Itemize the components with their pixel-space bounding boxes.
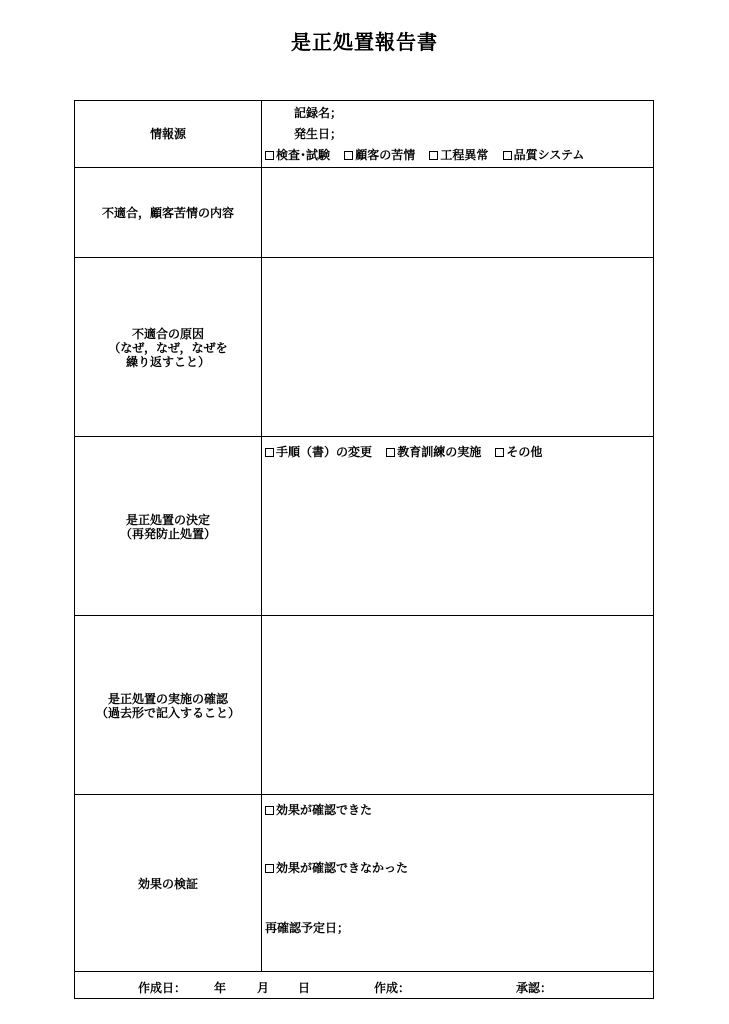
effect-verification-label-text: 効果の検証 [137, 876, 198, 891]
year-label[interactable]: 年 [214, 981, 227, 995]
cause-label-line-1: 不適合の原因 [131, 326, 204, 341]
checkbox-icon[interactable] [503, 151, 512, 160]
nonconformity-label [75, 168, 262, 258]
row-effect-verification [75, 794, 653, 972]
cause-content[interactable] [263, 258, 653, 437]
effect-verification-label [75, 795, 262, 972]
row-cause [75, 257, 653, 437]
info-source-content [263, 101, 653, 167]
implementation-label-line-1: 是正処置の実施の確認 [107, 691, 228, 706]
corrective-action-label-line-1: 是正処置の決定 [125, 512, 210, 527]
checkbox-other[interactable] [495, 445, 542, 459]
checkbox-effect-confirmed[interactable] [265, 803, 372, 817]
checkbox-inspection-test[interactable] [265, 148, 330, 162]
checkbox-customer-complaint[interactable] [344, 148, 415, 162]
checkbox-label: 顧客の苦情 [355, 148, 416, 162]
checkbox-label: 効果が確認できなかった [276, 861, 409, 875]
action-checkboxes [265, 445, 552, 459]
checkbox-quality-system[interactable] [503, 148, 585, 162]
checkbox-label: 手順（書）の変更 [276, 445, 373, 459]
row-nonconformity [75, 167, 653, 258]
info-source-label [75, 101, 262, 167]
checkbox-icon[interactable] [265, 448, 274, 457]
author-label[interactable]: 作成： [374, 981, 411, 995]
checkbox-icon[interactable] [265, 151, 274, 160]
checkbox-icon[interactable] [344, 151, 353, 160]
checkbox-label: 品質システム [513, 148, 585, 162]
implementation-confirmation-label [75, 616, 262, 795]
checkbox-label: 検査･試験 [276, 148, 331, 162]
checkbox-effect-not-confirmed[interactable] [265, 861, 408, 875]
checkbox-training[interactable] [386, 445, 481, 459]
occurrence-date-field[interactable]: 発生日； [294, 127, 343, 141]
checkbox-label: 効果が確認できた [276, 803, 373, 817]
checkbox-icon[interactable] [265, 806, 274, 815]
corrective-action-label [75, 437, 262, 616]
cause-label-line-3: 繰り返すこと） [125, 354, 210, 369]
checkbox-procedure-change[interactable] [265, 445, 372, 459]
corrective-action-content[interactable] [263, 437, 653, 616]
row-implementation-confirmation [75, 615, 653, 795]
month-label[interactable]: 月 [257, 981, 270, 995]
cause-label-line-2: （なぜ，なぜ，なぜを [108, 340, 228, 355]
checkbox-label: 工程異常 [440, 148, 489, 162]
recheck-date-field[interactable]: 再確認予定日； [265, 921, 350, 935]
row-info-source [75, 101, 653, 167]
checkbox-label: 教育訓練の実施 [397, 445, 482, 459]
report-form [74, 100, 654, 999]
day-label[interactable]: 日 [298, 981, 311, 995]
checkbox-icon[interactable] [495, 448, 504, 457]
info-source-checkboxes [265, 148, 594, 162]
form-footer [75, 971, 653, 999]
checkbox-label: その他 [506, 445, 543, 459]
row-corrective-action [75, 436, 653, 616]
corrective-action-label-line-2: （再発防止処置） [119, 526, 216, 541]
checkbox-process-abnormality[interactable] [429, 148, 488, 162]
effect-verification-content [263, 795, 653, 972]
cause-label [75, 258, 262, 437]
nonconformity-content[interactable] [263, 168, 653, 258]
approval-label[interactable]: 承認： [516, 981, 553, 995]
created-date-label: 作成日： [138, 981, 187, 995]
page-title: 是正処置報告書 [291, 30, 438, 54]
record-name-field[interactable]: 記録名； [294, 106, 343, 120]
checkbox-icon[interactable] [429, 151, 438, 160]
implementation-label-line-2: （過去形で記入すること） [95, 705, 240, 720]
checkbox-icon[interactable] [265, 864, 274, 873]
info-source-label-text: 情報源 [149, 127, 186, 141]
nonconformity-label-text: 不適合，顧客苦情の内容 [101, 206, 234, 220]
checkbox-icon[interactable] [386, 448, 395, 457]
implementation-confirmation-content[interactable] [263, 616, 653, 795]
